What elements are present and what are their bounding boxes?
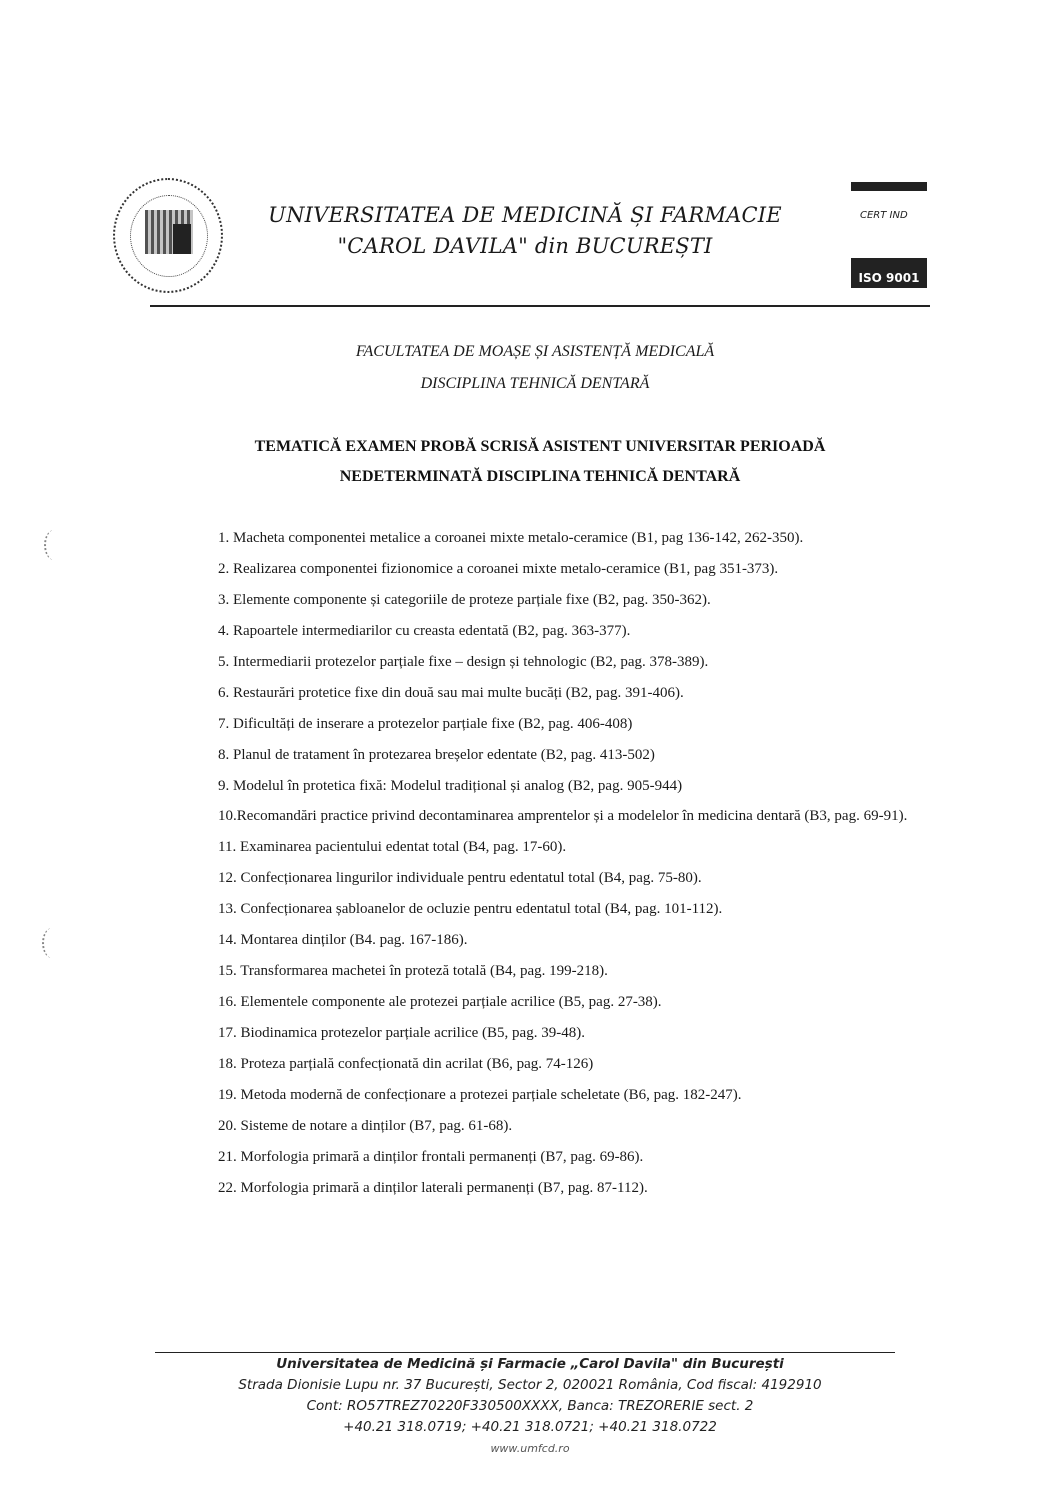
- footer-divider: [155, 1352, 895, 1353]
- faculty-heading: [240, 336, 830, 400]
- topic-item: 9. Modelul în protetica fixă: Modelul tradițional și analog (B2, pag. 905-944): [218, 778, 683, 794]
- topic-item: 22. Morfologia primară a dinților laterali permanenți (B7, pag. 87-112).: [218, 1180, 648, 1196]
- topic-item: 10.Recomandări practice privind decontaminarea amprentelor și a modelelor în medicina dentară (B3, pag. 69-91).: [218, 808, 908, 824]
- topic-item: 18. Proteza parțială confecționată din acrilat (B6, pag. 74-126): [218, 1056, 594, 1072]
- footer: [150, 1354, 910, 1459]
- topic-item: 7. Dificultăți de inserare a protezelor parțiale fixe (B2, pag. 406-408): [218, 716, 633, 732]
- topic-list: [218, 525, 918, 1206]
- punch-hole-mark: [44, 530, 64, 560]
- topic-item: 6. Restaurări protetice fixe din două sau mai multe bucăți (B2, pag. 391-406).: [218, 685, 684, 701]
- university-seal-icon: [113, 178, 223, 293]
- topic-item: 12. Confecționarea lingurilor individuale pentru edentatul total (B4, pag. 75-80).: [218, 870, 702, 886]
- document-title-line1: TEMATICĂ EXAMEN PROBĂ SCRISĂ ASISTENT UNIVERSITAR PERIOADĂ: [254, 438, 826, 455]
- topic-item: 5. Intermediarii protezelor parțiale fixe – design și tehnologic (B2, pag. 378-389).: [218, 654, 709, 670]
- cert-brand: CERT IND: [860, 210, 908, 221]
- topic-item: 8. Planul de tratament în protezarea breșelor edentate (B2, pag. 413-502): [218, 747, 655, 763]
- footer-organization: Universitatea de Medicină și Farmacie „Carol Davila" din București: [276, 1356, 784, 1372]
- university-name: [240, 200, 810, 262]
- topic-item: 21. Morfologia primară a dinților frontali permanenți (B7, pag. 69-86).: [218, 1149, 644, 1165]
- university-name-line2: "CAROL DAVILA" din BUCUREȘTI: [337, 234, 713, 258]
- footer-address: Strada Dionisie Lupu nr. 37 București, Sector 2, 020021 România, Cod fiscal: 4192910: [238, 1377, 822, 1393]
- iso-standard-label: ISO 9001: [851, 258, 927, 288]
- topic-item: 2. Realizarea componentei fizionomice a coroanei mixte metalo-ceramice (B1, pag 351-373).: [218, 561, 779, 577]
- topic-item: 13. Confecționarea șabloanelor de ocluzie pentru edentatul total (B4, pag. 101-112).: [218, 901, 723, 917]
- topic-item: 4. Rapoartele intermediarilor cu creasta edentată (B2, pag. 363-377).: [218, 623, 631, 639]
- faculty-name: FACULTATEA DE MOAȘE ȘI ASISTENȚĂ MEDICALĂ: [355, 343, 715, 360]
- topic-item: 3. Elemente componente și categoriile de proteze parțiale fixe (B2, pag. 350-362).: [218, 592, 711, 608]
- discipline-name: DISCIPLINA TEHNICĂ DENTARĂ: [420, 375, 650, 392]
- topic-item: 1. Macheta componentei metalice a coroanei mixte metalo-ceramice (B1, pag 136-142, 262-350).: [218, 530, 804, 546]
- footer-phones: +40.21 318.0719; +40.21 318.0721; +40.21 318.0722: [343, 1419, 717, 1435]
- document-title: [180, 432, 900, 492]
- footer-website-link[interactable]: www.umfcd.ro: [490, 1442, 570, 1455]
- document-title-line2: NEDETERMINATĂ DISCIPLINA TEHNICĂ DENTARĂ: [339, 468, 741, 485]
- footer-account: Cont: RO57TREZ70220F330500XXXX, Banca: TREZORERIE sect. 2: [306, 1398, 754, 1414]
- topic-item: 19. Metoda modernă de confecționare a protezei parțiale scheletate (B6, pag. 182-247).: [218, 1087, 742, 1103]
- topic-item: 11. Examinarea pacientului edentat total (B4, pag. 17-60).: [218, 839, 567, 855]
- university-name-line1: UNIVERSITATEA DE MEDICINĂ ȘI FARMACIE: [268, 203, 782, 227]
- topic-item: 15. Transformarea machetei în proteză totală (B4, pag. 199-218).: [218, 963, 608, 979]
- topic-item: 17. Biodinamica protezelor parțiale acrilice (B5, pag. 39-48).: [218, 1025, 585, 1041]
- topic-item: 14. Montarea dinților (B4. pag. 167-186).: [218, 932, 468, 948]
- topic-item: 16. Elementele componente ale protezei parțiale acrilice (B5, pag. 27-38).: [218, 994, 662, 1010]
- header-divider: [150, 305, 930, 307]
- topic-item: 20. Sisteme de notare a dinților (B7, pag. 61-68).: [218, 1118, 513, 1134]
- iso-certification-icon: [848, 182, 928, 288]
- punch-hole-mark: [42, 928, 62, 958]
